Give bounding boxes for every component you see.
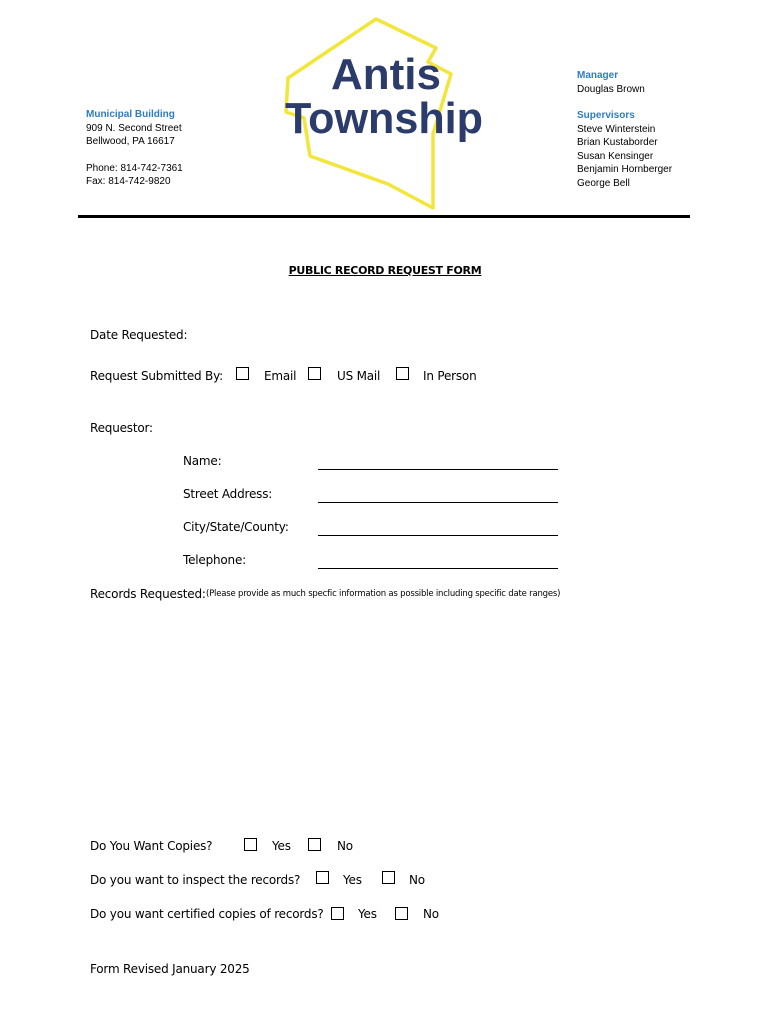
supervisor-name: Benjamin Hornberger bbox=[577, 164, 673, 175]
records-requested-label: Records Requested: bbox=[90, 587, 206, 601]
street-address-label: Street Address: bbox=[183, 487, 273, 501]
logo-text-township: Township bbox=[285, 94, 483, 143]
telephone-field[interactable] bbox=[318, 568, 558, 569]
name-label: Name: bbox=[183, 454, 222, 468]
city-state-county-field[interactable] bbox=[318, 535, 558, 536]
copies-yes-checkbox[interactable] bbox=[244, 838, 257, 851]
antis-township-logo bbox=[276, 16, 488, 212]
city-state-county-label: City/State/County: bbox=[183, 520, 289, 534]
inspect-question-label: Do you want to inspect the records? bbox=[90, 873, 301, 887]
supervisor-name: Susan Kensinger bbox=[577, 151, 654, 162]
header-divider-thick bbox=[78, 216, 690, 218]
supervisor-name: Steve Winterstein bbox=[577, 124, 656, 135]
manager-heading: Manager bbox=[577, 70, 619, 81]
email-checkbox[interactable] bbox=[236, 367, 249, 380]
records-requested-note: (Please provide as much specfic information as possible including specific date ranges) bbox=[206, 589, 561, 599]
us-mail-option-label: US Mail bbox=[337, 369, 381, 383]
certified-yes-label: Yes bbox=[358, 907, 377, 921]
inspect-yes-label: Yes bbox=[343, 873, 362, 887]
municipal-building-heading: Municipal Building bbox=[86, 109, 175, 120]
certified-yes-checkbox[interactable] bbox=[331, 907, 344, 920]
us-mail-checkbox[interactable] bbox=[308, 367, 321, 380]
form-title: PUBLIC RECORD REQUEST FORM bbox=[288, 264, 482, 277]
records-requested-area[interactable] bbox=[90, 606, 690, 826]
requestor-label: Requestor: bbox=[90, 421, 153, 435]
supervisor-name: Brian Kustaborder bbox=[577, 137, 658, 148]
address-line-2: Bellwood, PA 16617 bbox=[86, 136, 175, 147]
form-revision-footer: Form Revised January 2025 bbox=[90, 962, 250, 976]
address-line-1: 909 N. Second Street bbox=[86, 123, 182, 134]
supervisors-heading: Supervisors bbox=[577, 110, 635, 121]
manager-name: Douglas Brown bbox=[577, 84, 645, 95]
certified-no-label: No bbox=[423, 907, 439, 921]
in-person-option-label: In Person bbox=[423, 369, 477, 383]
copies-no-label: No bbox=[337, 839, 353, 853]
in-person-checkbox[interactable] bbox=[396, 367, 409, 380]
certified-question-label: Do you want certified copies of records? bbox=[90, 907, 324, 921]
inspect-yes-checkbox[interactable] bbox=[316, 871, 329, 884]
supervisor-name: George Bell bbox=[577, 178, 630, 189]
email-option-label: Email bbox=[264, 369, 297, 383]
name-field[interactable] bbox=[318, 469, 558, 470]
copies-no-checkbox[interactable] bbox=[308, 838, 321, 851]
certified-no-checkbox[interactable] bbox=[395, 907, 408, 920]
copies-yes-label: Yes bbox=[272, 839, 291, 853]
street-address-field[interactable] bbox=[318, 502, 558, 503]
telephone-label: Telephone: bbox=[183, 553, 246, 567]
inspect-no-checkbox[interactable] bbox=[382, 871, 395, 884]
copies-question-label: Do You Want Copies? bbox=[90, 839, 213, 853]
fax-number: Fax: 814-742-9820 bbox=[86, 176, 171, 187]
inspect-no-label: No bbox=[409, 873, 425, 887]
submitted-by-label: Request Submitted By: bbox=[90, 369, 223, 383]
phone-number: Phone: 814-742-7361 bbox=[86, 163, 183, 174]
logo-text-antis: Antis bbox=[331, 50, 441, 99]
date-requested-label: Date Requested: bbox=[90, 328, 188, 342]
